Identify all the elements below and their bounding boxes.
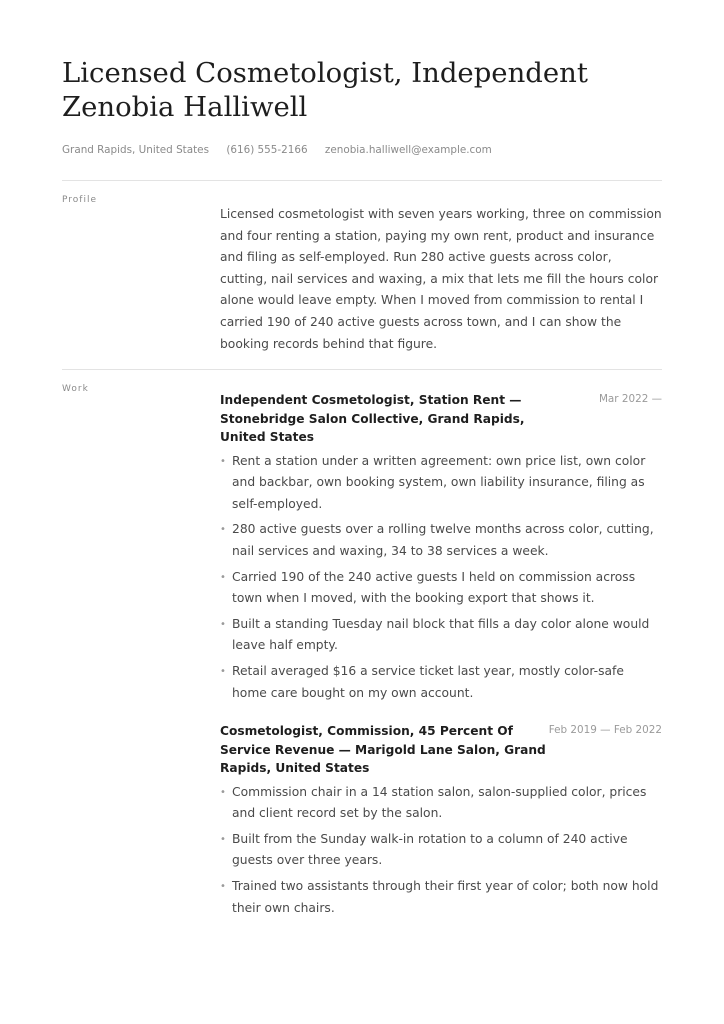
list-item: • Trained two assistants through their first year of color; both now hold their own chairs. — [220, 876, 662, 919]
email-text: zenobia.halliwell@example.com — [324, 144, 492, 156]
job-title-heading: Licensed Cosmetologist, Independent — [62, 57, 588, 89]
bullet-dot-icon: • — [220, 881, 226, 893]
person-name-heading: Zenobia Halliwell — [62, 91, 308, 123]
resume-page — [62, 56, 662, 923]
list-item: • Commission chair in a 14 station salon, salon-supplied color, prices and client record set by the salon. — [220, 782, 662, 825]
job-bullet-list — [220, 782, 662, 920]
job-entry — [220, 391, 662, 704]
list-item: • Built a standing Tuesday nail block that fills a day color alone would leave half empty. — [220, 614, 662, 657]
bullet-dot-icon: • — [220, 618, 226, 630]
bullet-dot-icon: • — [220, 455, 226, 467]
job-title: Cosmetologist, Commission, 45 Percent Of Service Revenue — Marigold Lane Salon, Grand Rapids, United States — [220, 724, 546, 776]
list-item: • Carried 190 of the 240 active guests I held on commission across town when I moved, with the booking export that shows it. — [220, 567, 662, 610]
list-item: • Built from the Sunday walk-in rotation to a column of 240 active guests over three years. — [220, 829, 662, 872]
bullet-dot-icon: • — [220, 833, 226, 845]
location-text: Grand Rapids, United States — [62, 144, 209, 156]
job-dates: Mar 2022 — — [598, 393, 662, 406]
job-entry — [220, 722, 662, 919]
job-bullet-list — [220, 451, 662, 705]
list-item: • Retail averaged $16 a service ticket last year, mostly color-safe home care bought on my own account. — [220, 661, 662, 704]
bullet-dot-icon: • — [220, 524, 226, 536]
list-item: • Rent a station under a written agreement: own price list, own color and backbar, own booking system, own liability insurance, filing as self-employed. — [220, 451, 662, 516]
bullet-dot-icon: • — [220, 666, 226, 677]
job-dates: Feb 2019 — Feb 2022 — [548, 724, 662, 737]
list-item: • 280 active guests over a rolling twelve months across color, cutting, nail services and waxing, 34 to 38 services a week. — [220, 519, 662, 562]
resume-headline — [62, 56, 662, 124]
bullet-dot-icon: • — [220, 786, 226, 798]
section-label-work: Work — [62, 384, 89, 395]
phone-text: (616) 555-2166 — [226, 144, 308, 156]
section-label-profile: Profile — [62, 195, 97, 205]
divider — [62, 369, 662, 370]
divider — [62, 180, 662, 181]
work-section — [62, 384, 662, 919]
profile-summary: Licensed cosmetologist with seven years working, three on commission and four renting a station, paying my own rent, product and insurance and filing as self-employed. Run 280 active guests across color, cutting, nail services and waxing, a mix that lets me fill the hours color alone would leave empty. When I moved from commission to rental I carried 190 of 240 active guests across town, and I can show the booking records behind that figure. — [220, 207, 662, 351]
profile-section — [62, 195, 662, 355]
job-title: Independent Cosmetologist, Station Rent — Stonebridge Salon Collective, Grand Rapids, United States — [220, 393, 525, 445]
contact-line — [62, 144, 662, 156]
bullet-dot-icon: • — [220, 571, 226, 583]
